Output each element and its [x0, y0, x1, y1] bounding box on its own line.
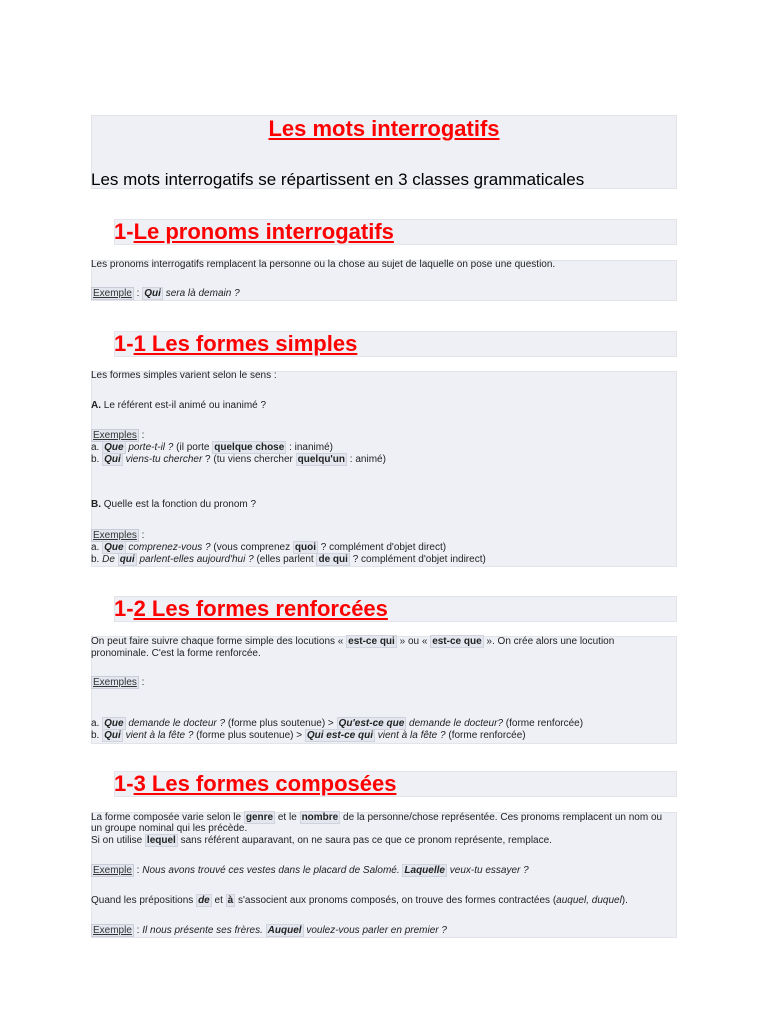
section12-heading: 1-2 Les formes renforcées: [114, 596, 388, 621]
section11-examples-label: Exemples :: [93, 430, 145, 441]
section12-paragraph-line1: On peut faire suivre chaque forme simple des locutions « est-ce qui » ou « est-ce que ». On crée alors une locution: [91, 636, 615, 647]
section11-examples2-label: Exemples :: [93, 530, 145, 541]
example-label: Exemple: [93, 288, 132, 299]
section13-example2: Exemple : Il nous présente ses frères. Auquel voulez-vous parler en premier ?: [93, 925, 447, 936]
section11-example-b: b. Qui viens-tu chercher ? (tu viens chercher quelqu'un : animé): [91, 454, 386, 465]
section13-paragraph-prepositions: Quand les prépositions de et à s'associent aux pronoms composés, on trouve des formes contractées (auquel, duquel).: [91, 895, 628, 906]
section12-paragraph-line2: pronominale. C'est la forme renforcée.: [91, 648, 261, 659]
section11-question-b: B. Quelle est la fonction du pronom ?: [91, 499, 257, 510]
section1-example: Exemple : Qui sera là demain ?: [93, 288, 240, 299]
section13-paragraph-line3: Si on utilise lequel sans référent auparavant, on ne saura pas ce que ce pronom représente, remplace.: [91, 835, 552, 846]
intro-text: Les mots interrogatifs se répartissent en 3 classes grammaticales: [91, 170, 585, 189]
section12-examples-label: Exemples :: [93, 677, 145, 688]
section11-example-d: b. De qui parlent-elles aujourd'hui ? (elles parlent de qui ? complément d'objet indirect): [91, 554, 486, 565]
section11-example-c: a. Que comprenez-vous ? (vous comprenez quoi ? complément d'objet direct): [91, 542, 447, 553]
section11-question-a: A. Le référent est-il animé ou inanimé ?: [91, 400, 267, 411]
section11-heading: 1-1 Les formes simples: [114, 331, 358, 356]
section11-example-a: a. Que porte-t-il ? (il porte quelque chose : inanimé): [91, 442, 333, 453]
section13-example: Exemple : Nous avons trouvé ces vestes dans le placard de Salomé. Laquelle veux-tu essayer ?: [93, 865, 529, 876]
section1-description: Les pronoms interrogatifs remplacent la personne ou la chose au sujet de laquelle on pose une question.: [91, 259, 556, 270]
section12-example-b: b. Qui vient à la fête ? (forme plus soutenue) > Qui est-ce qui vient à la fête ? (forme renforcée): [91, 730, 526, 741]
section12-example-a: a. Que demande le docteur ? (forme plus soutenue) > Qu'est-ce que demande le docteur? (forme renforcée): [91, 718, 584, 729]
section11-description: Les formes simples varient selon le sens :: [91, 370, 277, 381]
section1-heading: 1-Le pronoms interrogatifs: [114, 219, 394, 244]
page-title: Les mots interrogatifs: [268, 116, 500, 141]
section13-paragraph-line1: La forme composée varie selon le genre et le nombre de la personne/chose représentée. Ces pronoms remplacent un nom ou: [91, 812, 663, 823]
section13-heading: 1-3 Les formes composées: [114, 771, 397, 796]
section13-paragraph-line2: un groupe nominal qui les précède.: [91, 823, 248, 834]
